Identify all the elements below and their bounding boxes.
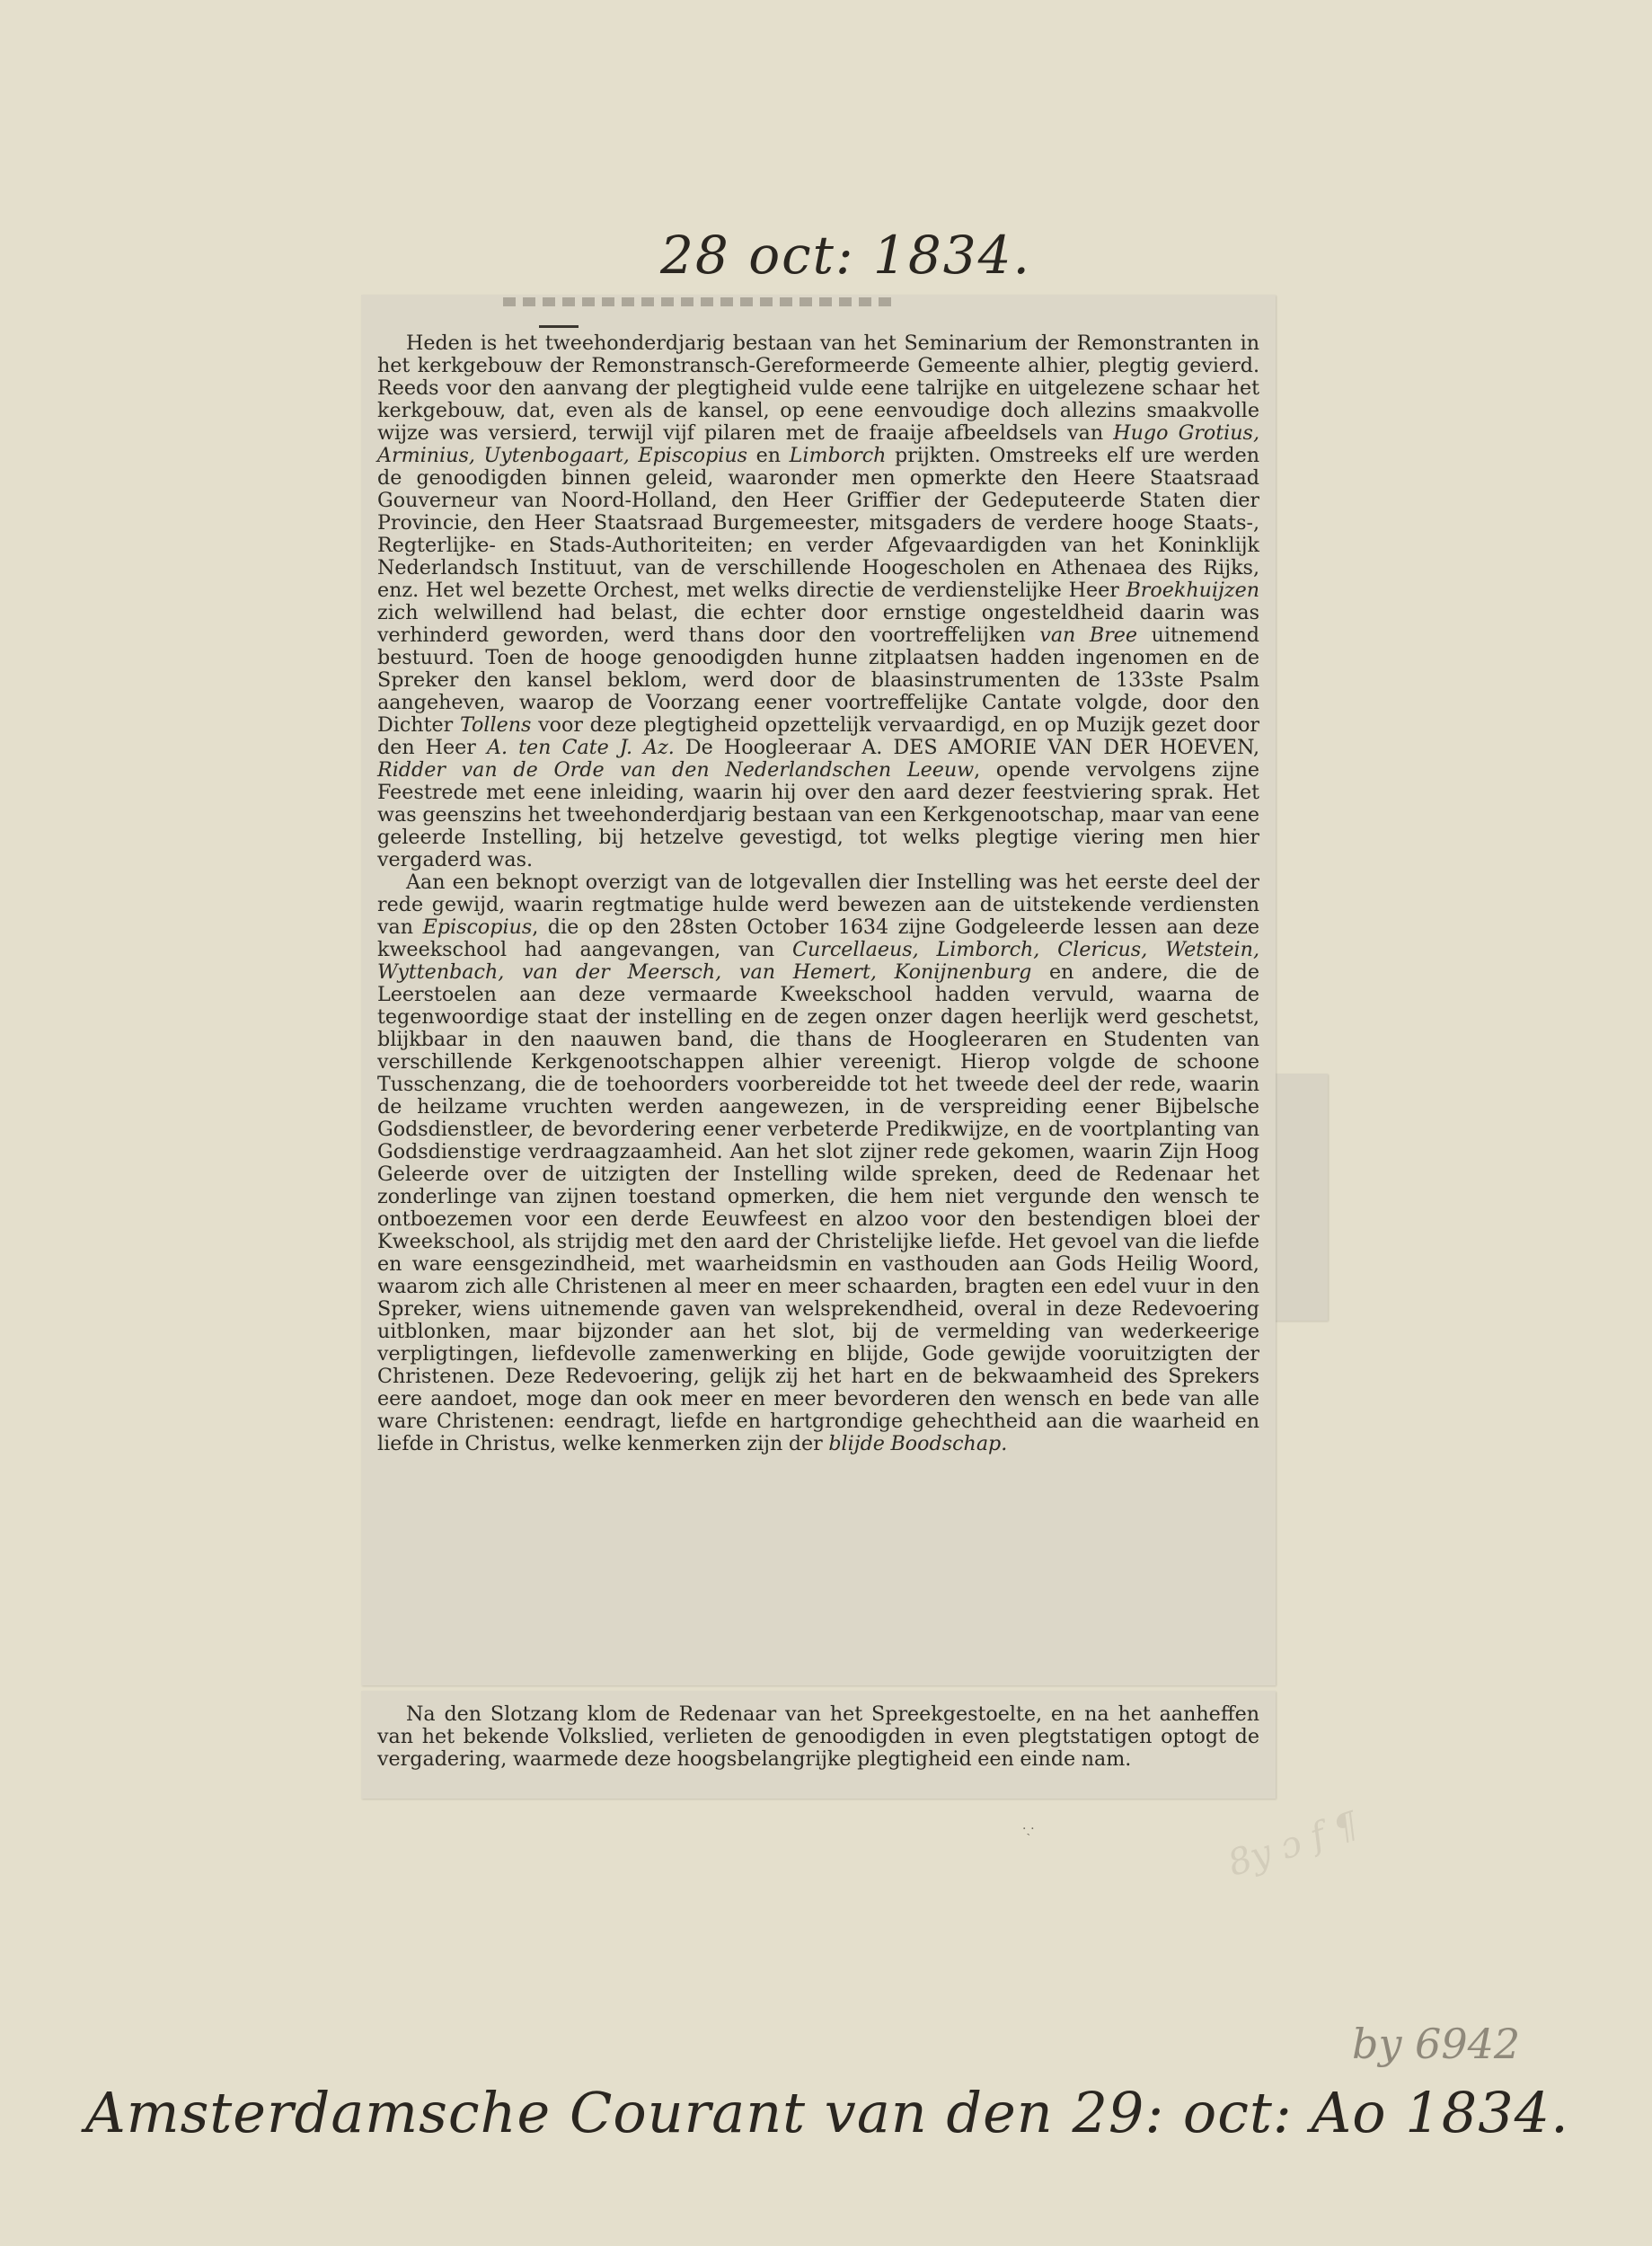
article-paragraph-1: Heden is het tweehonderdjarig bestaan van het Seminarium der Remonstranten in het kerkgebouw der Remonstransch-Gereformeerde Gemeente alhier, plegtig gevierd. Reeds voor den aanvang der plegtigheid vulde eene talrijke en uitgelezene schaar het kerkgebouw, dat, even als de kansel, op eene eenvoudige doch allezins smaakvolle wijze was versierd, terwijl vijf pilaren met de fraaije afbeeldsels van Hugo Grotius, Arminius, Uytenbogaart, Episcopius en Limborch prijkten. Omstreeks elf ure werden de genoodigden binnen geleid, waaronder men opmerkte den Heere Staatsraad Gouverneur van Noord-Holland, den Heer Griffier der Gedeputeerde Staten dier Provincie, den Heer Staatsraad Burgemeester, mitsgaders de verdere hooge Staats-, Regterlijke- en Stads-Authoriteiten; en verder Afgevaardigden van het Koninklijk Nederlandsch Instituut, van de verschillende Hoogescholen en Athenaea des Rijks, enz. Het wel bezette Orchest, met welks directie de verdienstelijke Heer Broekhuijzen zich welwillend had belast, die echter door ernstige ongesteldheid daarin was verhinderd geworden, werd thans door den voortreffelijken van Bree uitnemend bestuurd. Toen de hooge genoodigden hunne zitplaatsen hadden ingenomen en de Spreker den kansel beklom, werd door de blaasinstrumenten de 133ste Psalm aangeheven, waarop de Voorzang eener voortreffelijke Cantate volgde, door den Dichter Tollens voor deze plegtigheid opzettelijk vervaardigd, en op Muzijk gezet door den Heer A. ten Cate J. Az. De Hoogleeraar A. DES AMORIE VAN DER HOEVEN, Ridder van de Orde van den Nederlandschen Leeuw, opende vervolgens zijne Feestrede met eene inleiding, waarin hij over den aard dezer feestviering sprak. Het was geenszins het tweehonderdjarig bestaan van een Kerkgenootschap, maar van eene geleerde Instelling, bij hetzelve gevestigd, tot welks plegtige viering men hier vergaderd was. [377,332,1260,871]
section-rule [539,325,579,328]
name-smallcaps: DES AMORIE VAN DER HOEVEN, [893,736,1259,759]
article-paragraph-3: Na den Slotzang klom de Redenaar van het Spreekgestoelte, en na het aanheffen van het bekende Volkslied, verlieten de genoodigden in even plegtstatigen optogt de vergadering, waarmede deze hoogsbelangrijke plegtigheid een einde nam. [377,1702,1259,1771]
names-italic: Hugo Grotius, Arminius, Uytenbogaart, Episcopius [377,421,1259,467]
name-italic: van Bree [1039,623,1138,647]
name-italic: Broekhuijzen [1126,579,1260,602]
names-italic: Curcellaeus, Limborch, Clericus, Wetstein, Wyttenbach, van der Meersch, van Hemert, Konijnenburg [377,938,1259,984]
phrase-italic: blijde Boodschap. [828,1432,1008,1455]
handwritten-source: Amsterdamsche Courant van den 29: oct: Ao 1834. [85,2080,1569,2145]
name-italic: A. ten Cate J. Az. [486,736,675,759]
stray-mark: ·ˏ· [1022,1822,1035,1836]
pencil-mark: 8y ɔ f ¶ [1223,1804,1364,1885]
inventory-number: by 6942 [1352,2020,1521,2068]
name-italic: Tollens [459,713,532,737]
handwritten-date: 28 oct: 1834. [660,225,1031,286]
name-italic: Limborch [789,444,887,467]
title-italic: Ridder van de Orde van den Nederlandschen Leeuw [377,758,975,782]
article-body [377,332,1259,1455]
article-closing [377,1703,1259,1771]
cut-masthead-remnant [503,297,898,306]
name-italic: Episcopius [422,915,533,939]
article-paragraph-2: Aan een beknopt overzigt van de lotgevallen dier Instelling was het eerste deel der rede gewijd, waarin regtmatige hulde werd bewezen aan de uitstekende verdiensten van Episcopius, die op den 28sten October 1634 zijne Godgeleerde lessen aan deze kweekschool had aangevangen, van Curcellaeus, Limborch, Clericus, Wetstein, Wyttenbach, van der Meersch, van Hemert, Konijnenburg en andere, die de Leerstoelen aan deze vermaarde Kweekschool hadden vervuld, waarna de tegenwoordige staat der instelling en de zegen onzer dagen heerlijk werd geschetst, blijkbaar in den naauwen band, die thans de Hoogleeraren en Studenten van verschillende Kerkgenootschappen alhier vereenigt. Hierop volgde de schoone Tusschenzang, die de toehoorders voorbereidde tot het tweede deel der rede, waarin de heilzame vruchten werden aangewezen, in de verspreiding eener Bijbelsche Godsdienstleer, de bevordering eener verbeterde Predikwijze, en de voortplanting van Godsdienstige verdraagzaamheid. Aan het slot zijner rede gekomen, waarin Zijn Hoog Geleerde over de uitzigten der Instelling wilde spreken, deed de Redenaar het zonderlinge van zijnen toestand opmerken, die hem niet vergunde den wensch te ontboezemen voor een derde Eeuwfeest en alzoo voor den bestendigen bloei der Kweekschool, als strijdig met den aard der Christelijke liefde. Het gevoel van die liefde en ware eensgezindheid, met waarheidsmin en vasthouden aan Gods Heilig Woord, waarom zich alle Christenen al meer en meer schaarden, bragten een edel vuur in den Spreker, wiens uitnemende gaven van welsprekendheid, overal in deze Redevoering uitblonken, maar bijzonder aan het slot, bij de vermelding van wederkeerige verpligtingen, liefdevolle zamenwerking en blijde, Gode gewijde vooruitzigten der Christenen. Deze Redevoering, gelijk zij het hart en de bekwaamheid des Sprekers eere aandoet, moge dan ook meer en meer bevorderen den wensch en bede van alle ware Christenen: eendragt, liefde en hartgrondige gehechtheid aan die waarheid en liefde in Christus, welke kenmerken zijn der blijde Boodschap. [377,871,1260,1455]
